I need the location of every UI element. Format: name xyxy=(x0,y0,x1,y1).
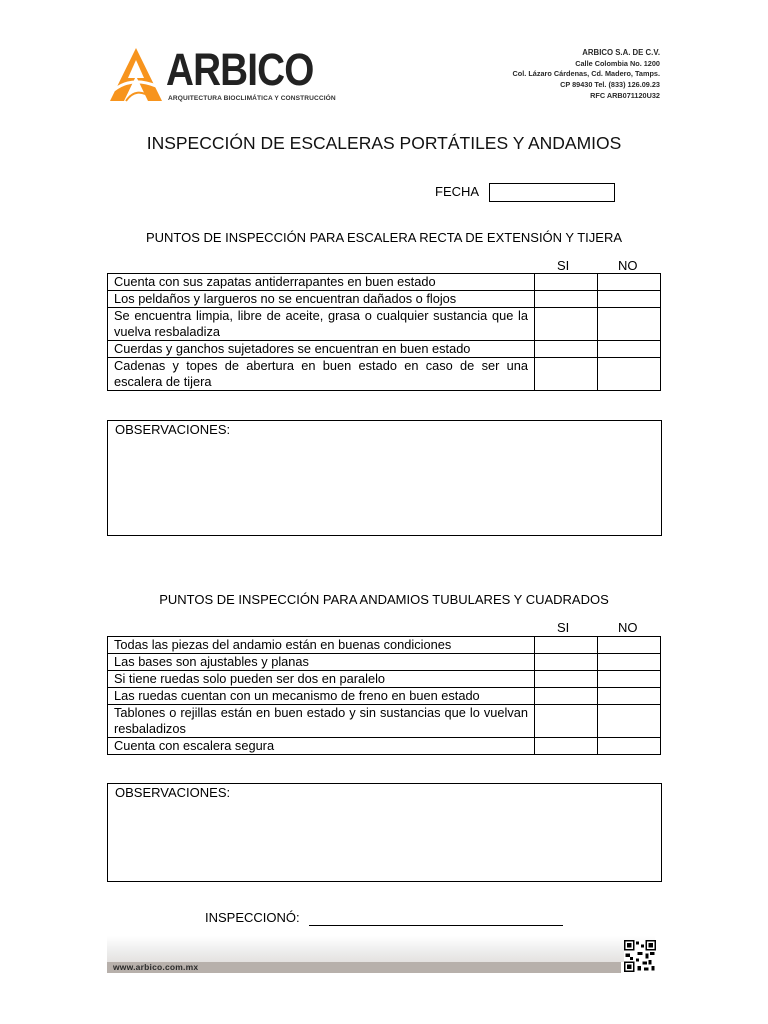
arbico-logo-icon xyxy=(108,46,164,102)
section1-checklist-table xyxy=(107,273,661,391)
table-row xyxy=(108,688,661,705)
si-checkbox[interactable] xyxy=(535,291,598,308)
no-checkbox[interactable] xyxy=(598,637,661,654)
si-checkbox[interactable] xyxy=(535,688,598,705)
company-info xyxy=(513,48,660,102)
no-checkbox[interactable] xyxy=(598,671,661,688)
fecha-label: FECHA xyxy=(435,184,480,199)
no-checkbox[interactable] xyxy=(598,358,661,391)
fecha-field[interactable] xyxy=(489,183,615,202)
website-link[interactable]: www.arbico.com.mx xyxy=(113,962,199,972)
table-row xyxy=(108,308,661,341)
section2-checklist-table xyxy=(107,636,661,755)
checklist-item: Los peldaños y largueros no se encuentran dañados o flojos xyxy=(108,291,535,308)
section1-col-no: NO xyxy=(618,258,638,273)
table-row xyxy=(108,341,661,358)
company-neighborhood: Col. Lázaro Cárdenas, Cd. Madero, Tamps. xyxy=(512,69,660,79)
observations-label: OBSERVACIONES: xyxy=(115,785,231,800)
section2-col-si: SI xyxy=(557,620,570,635)
checklist-item: Se encuentra limpia, libre de aceite, grasa o cualquier sustancia que la vuelva resbaladiza xyxy=(108,308,535,341)
no-checkbox[interactable] xyxy=(598,738,661,755)
si-checkbox[interactable] xyxy=(535,308,598,341)
checklist-item: Las ruedas cuentan con un mecanismo de freno en buen estado xyxy=(108,688,535,705)
checklist-item: Cuenta con sus zapatas antiderrapantes en buen estado xyxy=(108,274,535,291)
section1-col-si: SI xyxy=(557,258,570,273)
checklist-item: Cuerdas y ganchos sujetadores se encuentran en buen estado xyxy=(108,341,535,358)
checklist-item: Las bases son ajustables y planas xyxy=(108,654,535,671)
no-checkbox[interactable] xyxy=(598,274,661,291)
si-checkbox[interactable] xyxy=(535,671,598,688)
company-street: Calle Colombia No. 1200 xyxy=(575,58,660,68)
footer-band xyxy=(107,936,655,962)
no-checkbox[interactable] xyxy=(598,688,661,705)
table-row xyxy=(108,291,661,308)
section2-title: PUNTOS DE INSPECCIÓN PARA ANDAMIOS TUBULARES Y CUADRADOS xyxy=(159,592,609,607)
si-checkbox[interactable] xyxy=(535,637,598,654)
no-checkbox[interactable] xyxy=(598,654,661,671)
qr-code-icon xyxy=(624,940,656,972)
section2-col-no: NO xyxy=(618,620,638,635)
section1-title: PUNTOS DE INSPECCIÓN PARA ESCALERA RECTA DE EXTENSIÓN Y TIJERA xyxy=(145,230,623,245)
table-row xyxy=(108,738,661,755)
table-row xyxy=(108,358,661,391)
document-title: INSPECCIÓN DE ESCALERAS PORTÁTILES Y ANDAMIOS xyxy=(146,133,622,153)
observations-label: OBSERVACIONES: xyxy=(115,422,231,437)
si-checkbox[interactable] xyxy=(535,705,598,738)
no-checkbox[interactable] xyxy=(598,341,661,358)
si-checkbox[interactable] xyxy=(535,341,598,358)
logo-tagline: ARQUITECTURA BIOCLIMÁTICA Y CONSTRUCCIÓN xyxy=(168,95,336,102)
inspector-label: INSPECCIONÓ: xyxy=(205,910,300,925)
checklist-item: Tablones o rejillas están en buen estado y sin sustancias que lo vuelvan resbaladizos xyxy=(108,705,535,738)
no-checkbox[interactable] xyxy=(598,308,661,341)
company-rfc: RFC ARB071120U32 xyxy=(590,90,660,100)
inspector-signature-field[interactable] xyxy=(309,925,563,926)
table-row xyxy=(108,671,661,688)
table-row xyxy=(108,637,661,654)
no-checkbox[interactable] xyxy=(598,705,661,738)
company-postal-phone: CP 89430 Tel. (833) 126.09.23 xyxy=(560,80,660,90)
section2-observations-field[interactable] xyxy=(107,783,662,882)
section1-observations-field[interactable] xyxy=(107,420,662,536)
checklist-item: Si tiene ruedas solo pueden ser dos en paralelo xyxy=(108,671,535,688)
si-checkbox[interactable] xyxy=(535,358,598,391)
logo-wordmark: ARBICO xyxy=(166,44,314,95)
company-name: ARBICO S.A. DE C.V. xyxy=(582,48,660,57)
table-row xyxy=(108,274,661,291)
checklist-item: Todas las piezas del andamio están en buenas condiciones xyxy=(108,637,535,654)
si-checkbox[interactable] xyxy=(535,654,598,671)
table-row xyxy=(108,705,661,738)
checklist-item: Cadenas y topes de abertura en buen estado en caso de ser una escalera de tijera xyxy=(108,358,535,391)
checklist-item: Cuenta con escalera segura xyxy=(108,738,535,755)
si-checkbox[interactable] xyxy=(535,274,598,291)
table-row xyxy=(108,654,661,671)
no-checkbox[interactable] xyxy=(598,291,661,308)
si-checkbox[interactable] xyxy=(535,738,598,755)
